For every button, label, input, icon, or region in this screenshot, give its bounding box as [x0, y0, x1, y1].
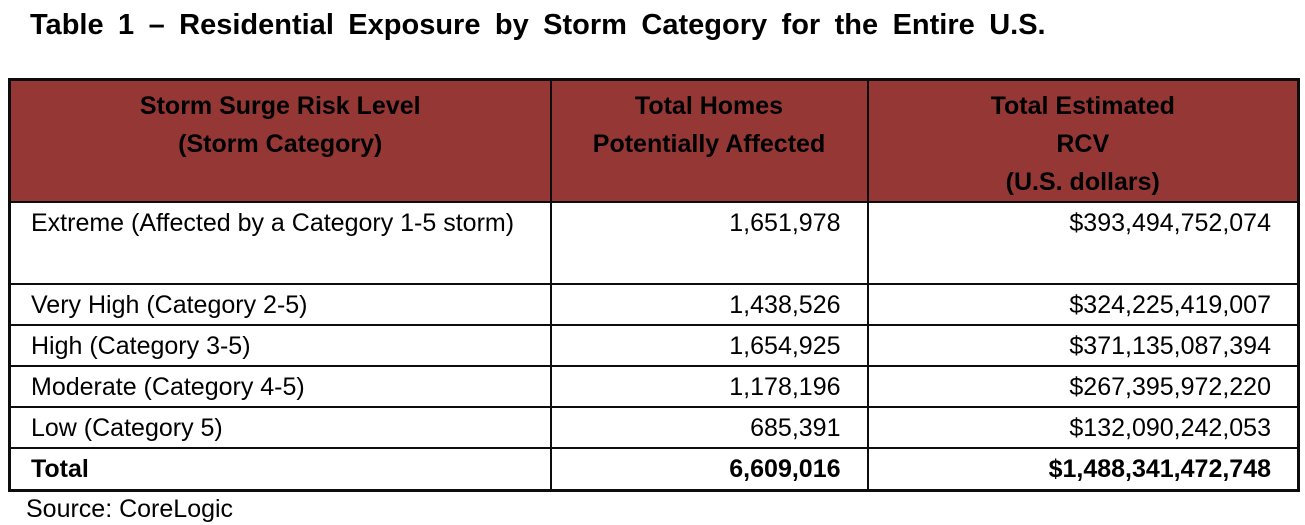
residential-exposure-table — [8, 78, 1300, 492]
header-line: Potentially Affected — [592, 130, 826, 158]
header-row — [10, 80, 1299, 203]
rcv-cell: $393,494,752,074 — [868, 202, 1299, 284]
table-row — [10, 325, 1299, 366]
header-line: (Storm Category) — [178, 130, 383, 158]
header-line: (U.S. dollars) — [1005, 168, 1160, 196]
homes-cell: 1,651,978 — [551, 202, 868, 284]
header-line: RCV — [1056, 130, 1110, 158]
header-cell-risk-level — [10, 80, 551, 203]
risk-cell: Extreme (Affected by a Category 1-5 storm) — [10, 202, 551, 284]
table-row — [10, 202, 1299, 284]
total-label-cell: Total — [10, 448, 551, 490]
risk-cell: Low (Category 5) — [10, 407, 551, 448]
rcv-cell: $267,395,972,220 — [868, 366, 1299, 407]
homes-cell: 1,438,526 — [551, 284, 868, 325]
risk-cell: Very High (Category 2-5) — [10, 284, 551, 325]
header-line: Total Estimated — [990, 92, 1175, 120]
rcv-cell: $324,225,419,007 — [868, 284, 1299, 325]
homes-cell: 1,654,925 — [551, 325, 868, 366]
page-title: Table 1 – Residential Exposure by Storm Category for the Entire U.S. — [30, 9, 1046, 41]
homes-cell: 685,391 — [551, 407, 868, 448]
rcv-cell: $132,090,242,053 — [868, 407, 1299, 448]
homes-cell: 1,178,196 — [551, 366, 868, 407]
header-line: Storm Surge Risk Level — [139, 92, 421, 120]
header-cell-total-homes — [551, 80, 868, 203]
table-row — [10, 407, 1299, 448]
total-row — [10, 448, 1299, 490]
rcv-cell: $371,135,087,394 — [868, 325, 1299, 366]
risk-cell: High (Category 3-5) — [10, 325, 551, 366]
table-row — [10, 284, 1299, 325]
risk-cell: Moderate (Category 4-5) — [10, 366, 551, 407]
total-homes-cell: 6,609,016 — [551, 448, 868, 490]
header-line: Total Homes — [634, 92, 784, 120]
total-rcv-cell: $1,488,341,472,748 — [868, 448, 1299, 490]
header-cell-total-rcv — [868, 80, 1299, 203]
source-note: Source: CoreLogic — [26, 494, 234, 523]
table-row — [10, 366, 1299, 407]
